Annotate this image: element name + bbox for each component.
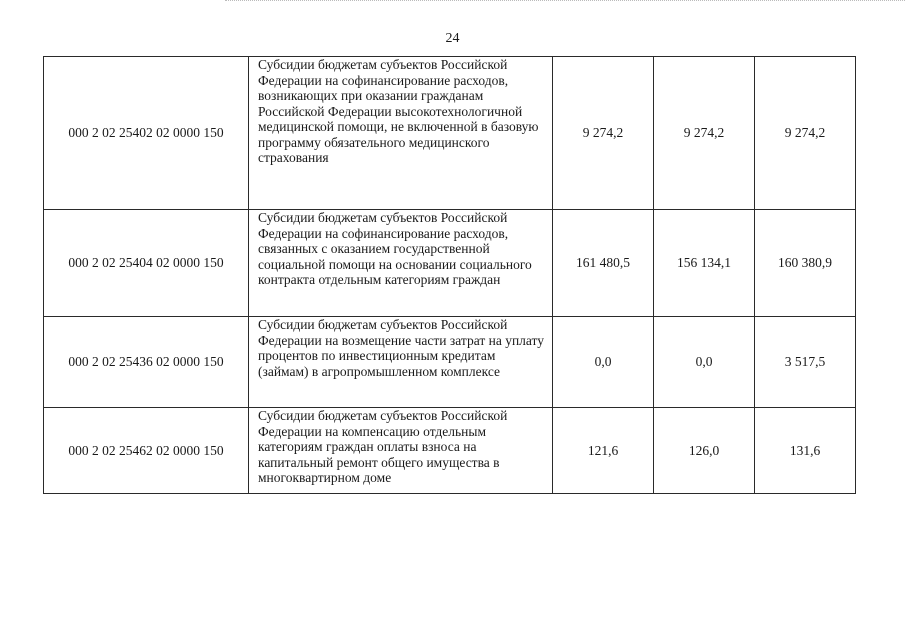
description-cell: Субсидии бюджетам субъектов Российской Федерации на компенсацию отдельным категориям граждан оплаты взноса на капитальный ремонт общего имущества в многоквартирном доме xyxy=(249,408,553,494)
value-cell-year-2: 0,0 xyxy=(654,317,755,408)
value-cell-year-3: 160 380,9 xyxy=(755,210,856,317)
budget-code-cell: 000 2 02 25462 02 0000 150 xyxy=(44,408,249,494)
value-cell-year-3: 9 274,2 xyxy=(755,57,856,210)
table-row xyxy=(44,210,856,317)
value-cell-year-1: 0,0 xyxy=(553,317,654,408)
scan-top-edge xyxy=(225,0,905,2)
value-cell-year-3: 3 517,5 xyxy=(755,317,856,408)
budget-code-cell: 000 2 02 25402 02 0000 150 xyxy=(44,57,249,210)
value-cell-year-1: 9 274,2 xyxy=(553,57,654,210)
table-row xyxy=(44,408,856,494)
budget-table xyxy=(43,56,856,494)
description-cell: Субсидии бюджетам субъектов Российской Федерации на софинансирование расходов, связанных с оказанием государственной социальной помощи на основании социального контракта отдельным категориям граждан xyxy=(249,210,553,317)
page-number: 24 xyxy=(445,31,460,46)
description-cell: Субсидии бюджетам субъектов Российской Федерации на софинансирование расходов, возникающих при оказании гражданам Российской Федерации высокотехнологичной медицинской помощи, не включенной в базовую программу обязательного медицинского страхования xyxy=(249,57,553,210)
table-row xyxy=(44,317,856,408)
value-cell-year-2: 156 134,1 xyxy=(654,210,755,317)
value-cell-year-1: 161 480,5 xyxy=(553,210,654,317)
description-cell: Субсидии бюджетам субъектов Российской Федерации на возмещение части затрат на уплату процентов по инвестиционным кредитам (займам) в агропромышленном комплексе xyxy=(249,317,553,408)
value-cell-year-1: 121,6 xyxy=(553,408,654,494)
value-cell-year-2: 126,0 xyxy=(654,408,755,494)
value-cell-year-3: 131,6 xyxy=(755,408,856,494)
table-row xyxy=(44,57,856,210)
value-cell-year-2: 9 274,2 xyxy=(654,57,755,210)
budget-code-cell: 000 2 02 25404 02 0000 150 xyxy=(44,210,249,317)
budget-code-cell: 000 2 02 25436 02 0000 150 xyxy=(44,317,249,408)
